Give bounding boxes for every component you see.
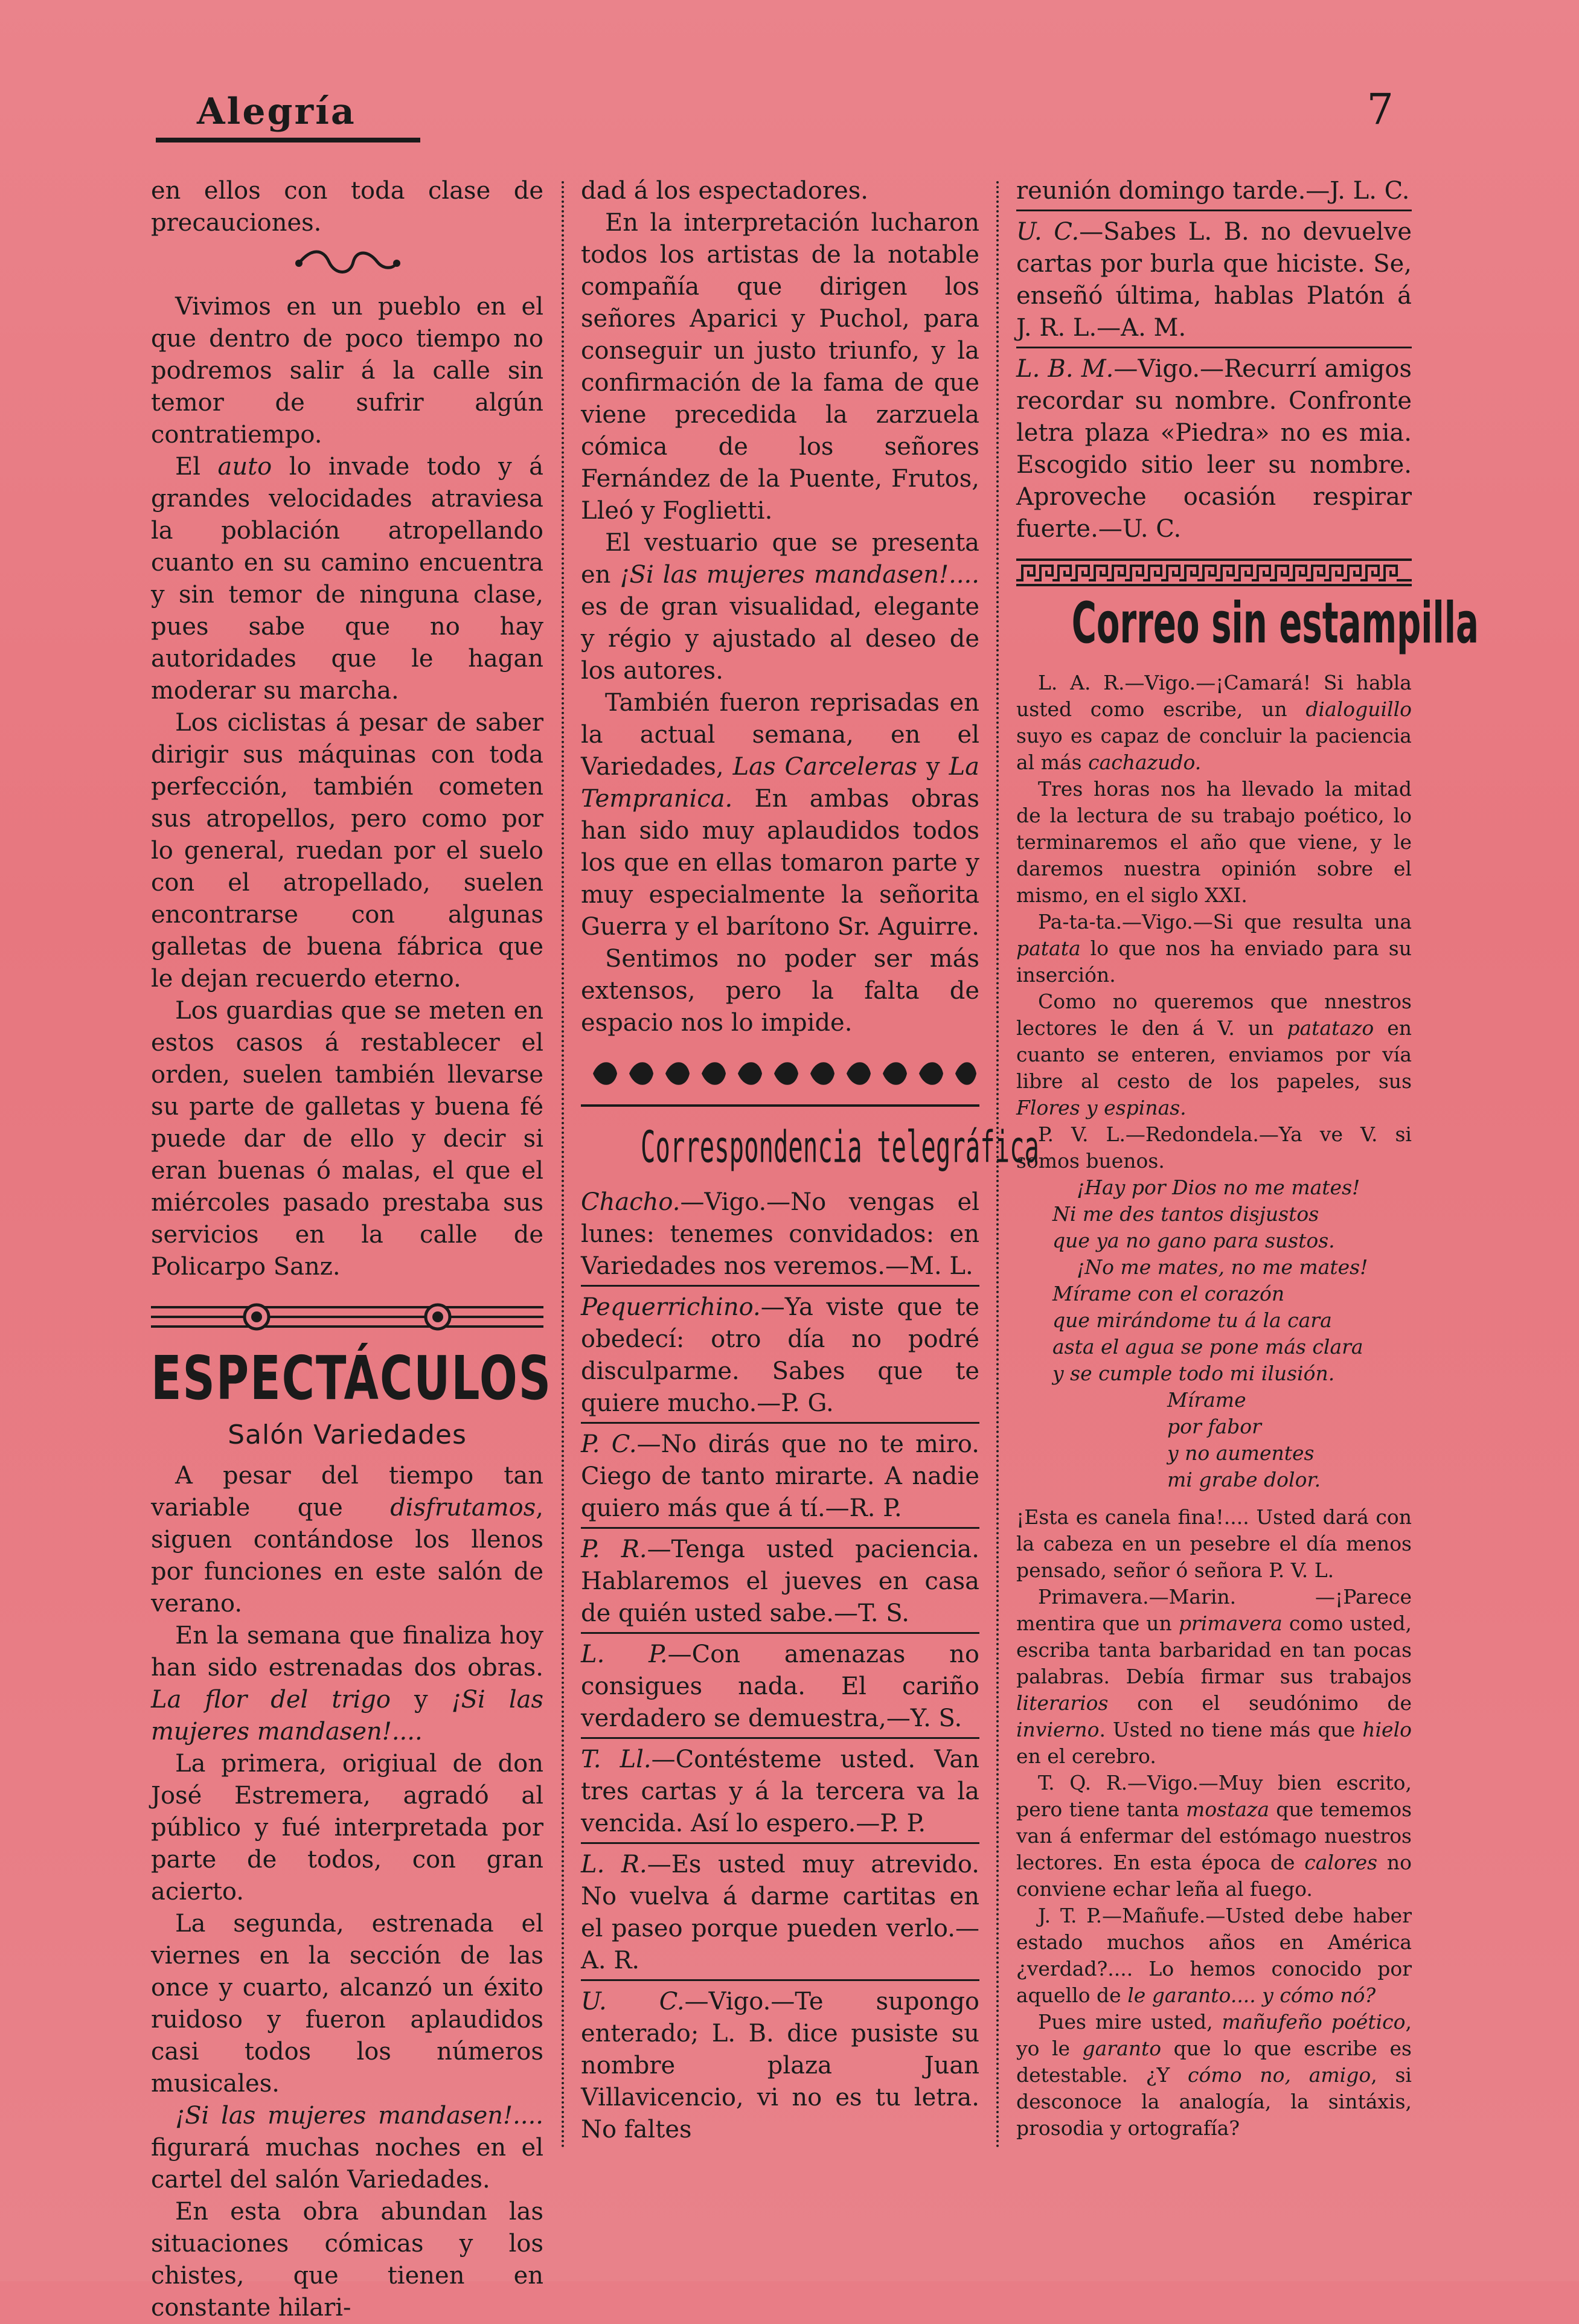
correspondence-list: [581, 1186, 979, 2146]
poem-line: y se cumple todo mi ilusión.: [1052, 1362, 1335, 1385]
paragraph: P. V. L.—Redondela.—Ya ve V. si somos buenos.: [1016, 1122, 1412, 1173]
list-item: Pequerrichino.—Ya viste que te obedecí: otro día no podré disculparme. Sabes que te quiere mucho.—P. G.: [581, 1285, 979, 1420]
column-3: [1016, 175, 1479, 2142]
list-item: L. P.—Con amenazas no consigues nada. El cariño verdadero se demuestra,—Y. S.: [581, 1632, 979, 1735]
paragraph: La primera, origiual de don José Estremera, agradó al público y fué interpretada por parte de todos, con gran acierto.: [151, 1750, 543, 1906]
paragraph: Los ciclistas á pesar de saber dirigir sus máquinas con toda perfección, también cometen sus atropellos, pero como por lo general, ruedan por el suelo con el atropellado, suelen encontrarse con algunas galletas de buena fábrica que le dejan recuerdo eterno.: [151, 709, 543, 993]
paragraph: Tres horas nos ha llevado la mitad de la lectura de su trabajo poético, lo terminaremos el año que viene, y le daremos nuestra opinión sobre el mismo, en el siglo XXI.: [1016, 777, 1412, 907]
paragraph: Como no queremos que nnestros lectores le den á V. un patatazo en cuanto se enteren, enviamos por vía libre al cesto de los papeles, sus Flores y espinas.: [1016, 990, 1412, 1119]
paragraph: En esta obra abundan las situaciones cómicas y los chistes, que tienen en constante hilari-: [151, 2198, 543, 2322]
poem-line: ¡No me mates, no me mates!: [1077, 1255, 1368, 1279]
poem: [1052, 1174, 1412, 1493]
correo-text-cont: [1016, 1504, 1412, 2142]
paragraph: El vestuario que se presenta en ¡Si las mujeres mandasen!.... es de gran visualidad, elegante y régio y ajustado al deseo de los autores.: [581, 529, 979, 685]
paragraph: J. T. P.—Mañufe.—Usted debe haber estado muchos años en América ¿verdad?.... Lo hemos conocido por aquello de le garanto.... y cómo nó?: [1016, 1904, 1412, 2007]
paragraph: El auto lo invade todo y á grandes velocidades atraviesa la población atropellando cuanto en su camino encuentra y sin temor de ninguna clase, pues sabe que no hay autoridades que le hagan moderar su marcha.: [151, 453, 543, 705]
paragraph: También fueron reprisadas en la actual semana, en el Variedades, Las Carceleras y La Tempranica. En ambas obras han sido muy aplaudidos todos los que en ellas tomaron parte y muy especialmente la señorita Guerra y el barítono Sr. Aguirre.: [581, 689, 979, 941]
poem-line: y no aumentes: [1167, 1441, 1315, 1465]
list-item: T. Ll.—Contésteme usted. Van tres cartas y á la tercera va la vencida. Así lo espero.—P. P.: [581, 1737, 979, 1840]
list-item: P. R.—Tenga usted paciencia. Hablaremos el jueves en casa de quién usted sabe.—T. S.: [581, 1527, 979, 1630]
greek-key-border: [1016, 557, 1412, 581]
paragraph: T. Q. R.—Vigo.—Muy bien escrito, pero tiene tanta mostaza que tememos van á enfermar del estómago nuestros lectores. En esta época de calores no conviene echar leña al fuego.: [1016, 1771, 1412, 1901]
paragraph: En la semana que finaliza hoy han sido estrenadas dos obras. La flor del trigo y ¡Si las mujeres mandasen!....: [151, 1622, 544, 1746]
paragraph: Pa-ta-ta.—Vigo.—Si que resulta una patata lo que nos ha enviado para su inserción.: [1016, 910, 1412, 987]
poem-line: Mírame: [1167, 1388, 1246, 1412]
section-title-correo: Correo sin estampilla: [1071, 591, 1479, 656]
paragraph: dad á los espectadores.: [581, 177, 868, 205]
paragraph: L. A. R.—Vigo.—¡Camará! Si habla usted como escribe, un dialoguillo suyo es capaz de concluir la paciencia al más cachazudo.: [1016, 671, 1412, 774]
paragraph: Los guardias que se meten en estos casos á restablecer el orden, suelen también llevarse su parte de galletas y buena fé puede dar de ello y decir si eran buenas ó malas, el que el miércoles pasado prestaba sus servicios en la calle de Policarpo Sanz.: [151, 997, 543, 1281]
paragraph: En la interpretación lucharon todos los artistas de la notable compañía que dirigen los señores Aparici y Puchol, para conseguir un justo triunfo, y la confirmación de la fama de que viene precedida la zarzuela cómica de los señores Fernández de la Puente, Frutos, Lleó y Foglietti.: [581, 209, 979, 525]
list-item: P. C.—No dirás que no te miro. Ciego de tanto mirarte. A nadie quiero más que á tí.—R. P.: [581, 1422, 979, 1525]
poem-line: asta el agua se pone más clara: [1052, 1335, 1363, 1359]
leaf-ornament-band: [581, 1052, 979, 1097]
subheading: Salón Variedades: [228, 1420, 467, 1450]
paragraph: Pues mire usted, mañufeño poético, yo le garanto que lo que escribe es detestable. ¿Y cómo no, amigo, si desconoce la analogía, la sintáxis, prosodia y ortografía?: [1016, 2010, 1412, 2140]
list-item: U. C.—Vigo.—Te supongo enterado; L. B. dice pusiste su nombre plaza Juan Villavicencio, vi no es tu letra. No faltes: [581, 1979, 979, 2146]
paragraph: Sentimos no poder ser más extensos, pero la falta de espacio nos lo impide.: [581, 945, 979, 1037]
list-item: U. C.—Sabes L. B. no devuelve cartas por burla que hiciste. Se, enseñó última, hablas Platón á J. R. L.—A. M.: [1016, 210, 1412, 344]
section-title-correspondencia: Correspondencia telegráfica: [641, 1121, 1039, 1173]
section-title-espectaculos: ESPECTÁCULOS: [151, 1343, 552, 1414]
paragraph: Vivimos en un pueblo en el que dentro de poco tiempo no podremos salir á la calle sin temor de sufrir algún contratiempo.: [151, 293, 543, 449]
poem-line: Mírame con el corazón: [1052, 1282, 1285, 1305]
poem-line: que mirándome tu á la cara: [1052, 1308, 1332, 1332]
column-rule-left: [562, 181, 564, 2150]
masthead-title: Alegría: [156, 91, 420, 142]
poem-line: Ni me des tantos disjustos: [1052, 1202, 1319, 1226]
poem-line: mi grabe dolor.: [1167, 1468, 1321, 1491]
paragraph: ¡Si las mujeres mandasen!.... figurará muchas noches en el cartel del salón Variedades.: [151, 2102, 543, 2194]
poem-line: que ya no gano para sustos.: [1052, 1229, 1335, 1252]
correo-text: [1016, 670, 1412, 1174]
paragraph: Primavera.—Marin. —¡Parece mentira que un primavera como usted, escriba tanta barbaridad en tan pocas palabras. Debía firmar sus trabajos literarios con el seudónimo de invierno. Usted no tiene más que hielo en el cerebro.: [1016, 1585, 1412, 1768]
paragraph: La segunda, estrenada el viernes en la sección de las once y cuarto, alcanzó un éxito ruidoso y fueron aplaudidos casi todos los números musicales.: [151, 1910, 543, 2098]
paragraph: en ellos con toda clase de precauciones.: [151, 177, 543, 237]
list-item: L. B. M.—Vigo.—Recurrí amigos recordar su nombre. Confronte letra plaza «Piedra» no es mia. Escogido sitio leer su nombre. Aproveche ocasión respirar fuerte.—U. C.: [1016, 347, 1412, 545]
page-header: [156, 85, 1394, 151]
paragraph: ¡Esta es canela fina!.... Usted dará con la cabeza en un pesebre el día menos pensado, señor ó señora P. V. L.: [1016, 1505, 1412, 1582]
poem-line: por fabor: [1167, 1415, 1261, 1438]
list-item: reunión domingo tarde.—J. L. C.: [1016, 177, 1410, 205]
flourish-ornament: [151, 245, 543, 281]
section-divider: [151, 1299, 543, 1337]
poem-line: ¡Hay por Dios no me mates!: [1077, 1176, 1360, 1199]
list-item: L. R.—Es usted muy atrevido. No vuelva á darme cartitas en el paseo porque pueden verlo.—A. R.: [581, 1842, 979, 1977]
list-item: Chacho.—Vigo.—No vengas el lunes: tenemes convidados: en Variedades nos veremos.—M. L.: [581, 1188, 979, 1280]
page-number: 7: [1366, 85, 1394, 134]
column-1: [151, 175, 552, 2324]
paragraph: A pesar del tiempo tan variable que disfrutamos, siguen contándose los llenos por funciones en este salón de verano.: [151, 1462, 543, 1618]
column-2: [581, 175, 1039, 2148]
